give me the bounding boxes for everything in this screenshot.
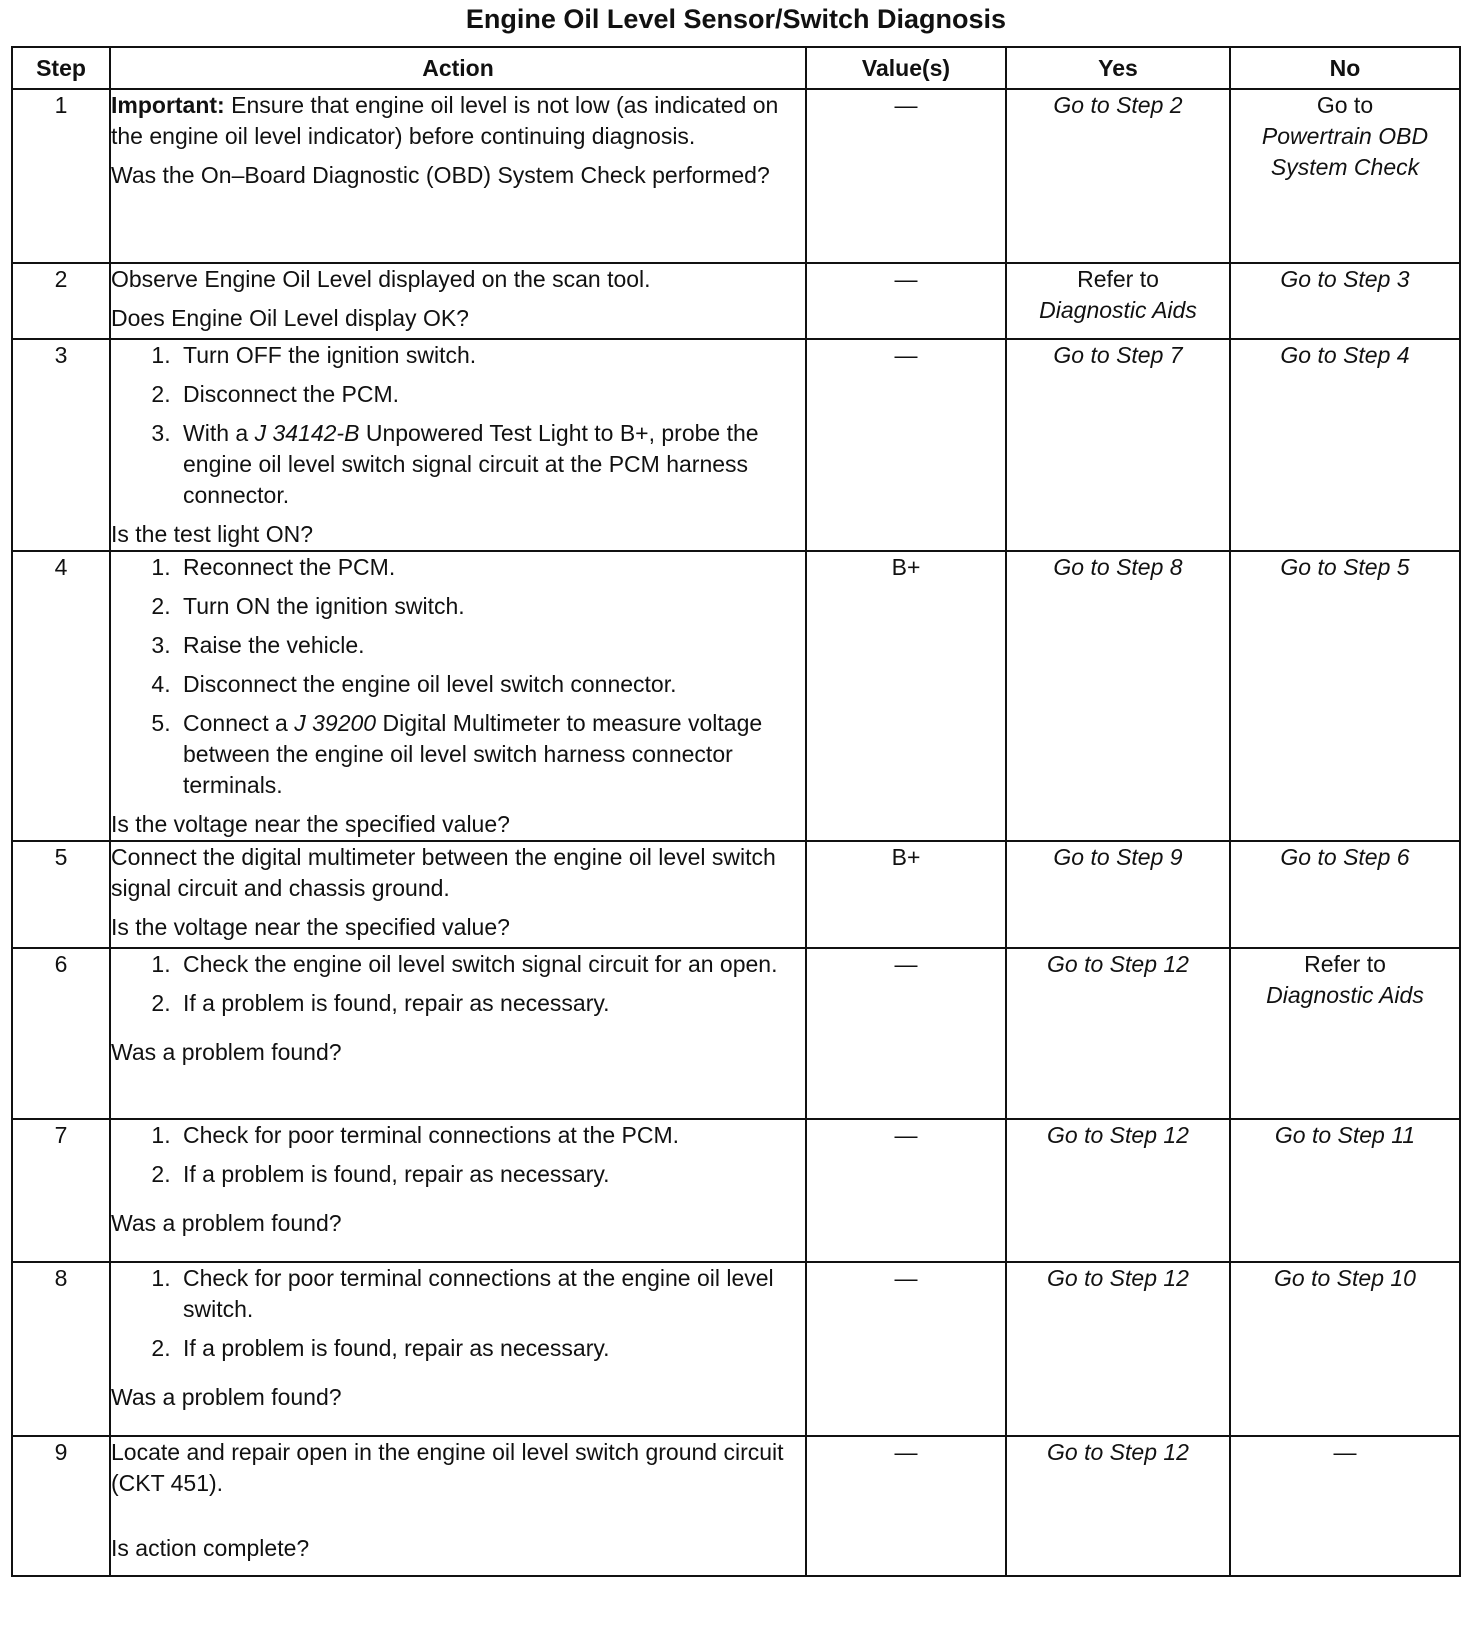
yes-cell: Go to Step 12 [1006,1436,1230,1576]
step-question: Was a problem found? [111,1039,342,1065]
table-row [12,551,1460,841]
value-cell: — [806,263,1006,339]
no-cell: Go to Step 11 [1230,1119,1460,1262]
step-number: 1 [12,89,110,263]
list-item: 1. Check for poor terminal connections at the PCM. [177,1120,805,1151]
table-row [12,1119,1460,1262]
action-text: Connect the digital multimeter between the engine oil level switch signal circuit and chassis ground. [111,844,776,901]
diagnosis-table [11,46,1461,1577]
step-number: 7 [12,1119,110,1262]
no-target: Diagnostic Aids [1266,982,1424,1008]
no-target: Powertrain OBD System Check [1261,123,1429,180]
no-cell [1230,948,1460,1119]
yes-cell: Go to Step 8 [1006,551,1230,841]
value-cell: B+ [806,841,1006,948]
important-label: Important: [111,92,225,118]
value-cell: — [806,1119,1006,1262]
important-text: Ensure that engine oil level is not low (as indicated on the engine oil level indicator) before continuing diagnosis. [111,92,779,149]
step-number: 3 [12,339,110,551]
step-question: Is the voltage near the specified value? [111,811,510,837]
no-cell: Go to Step 10 [1230,1262,1460,1436]
yes-prefix: Refer to [1077,266,1159,292]
value-cell: — [806,1262,1006,1436]
header-values: Value(s) [806,47,1006,89]
action-cell [110,1119,806,1262]
action-cell [110,89,806,263]
table-row [12,841,1460,948]
no-prefix: Go to [1316,92,1374,118]
no-cell: — [1230,1436,1460,1576]
list-item: 1. Check the engine oil level switch signal circuit for an open. [177,949,805,980]
step-number: 6 [12,948,110,1119]
action-cell [110,263,806,339]
step-number: 8 [12,1262,110,1436]
header-no: No [1230,47,1460,89]
value-cell: — [806,948,1006,1119]
list-item: 2. Turn ON the ignition switch. [177,591,805,622]
list-item: 2. If a problem is found, repair as necessary. [177,1333,805,1364]
step-question: Is the voltage near the specified value? [111,914,510,940]
table-row [12,948,1460,1119]
step-number: 9 [12,1436,110,1576]
yes-target: Diagnostic Aids [1039,297,1197,323]
no-cell [1230,89,1460,263]
value-cell: — [806,339,1006,551]
no-cell: Go to Step 4 [1230,339,1460,551]
step-number: 5 [12,841,110,948]
list-item: 3. With a J 34142-B Unpowered Test Light to B+, probe the engine oil level switch signal circuit at the PCM harness connector. [177,418,805,511]
step-number: 2 [12,263,110,339]
page-title: Engine Oil Level Sensor/Switch Diagnosis [465,4,1007,34]
yes-cell [1006,263,1230,339]
step-question: Does Engine Oil Level display OK? [111,305,469,331]
header-step: Step [12,47,110,89]
header-yes: Yes [1006,47,1230,89]
step-question: Was a problem found? [111,1384,342,1410]
step-number: 4 [12,551,110,841]
tool-number: J 39200 [294,710,377,736]
table-row [12,1262,1460,1436]
action-cell [110,551,806,841]
value-cell: B+ [806,551,1006,841]
list-item: 2. If a problem is found, repair as necessary. [177,1159,805,1190]
yes-cell: Go to Step 2 [1006,89,1230,263]
yes-cell: Go to Step 12 [1006,1262,1230,1436]
yes-cell: Go to Step 12 [1006,948,1230,1119]
yes-cell: Go to Step 7 [1006,339,1230,551]
list-item: 4. Disconnect the engine oil level switch connector. [177,669,805,700]
yes-cell: Go to Step 12 [1006,1119,1230,1262]
action-cell [110,1436,806,1576]
list-item: 2. If a problem is found, repair as necessary. [177,988,805,1019]
list-item: 5. Connect a J 39200 Digital Multimeter to measure voltage between the engine oil level switch harness connector terminals. [177,708,805,801]
step-question: Was a problem found? [111,1210,342,1236]
table-row [12,89,1460,263]
action-cell [110,948,806,1119]
no-cell: Go to Step 5 [1230,551,1460,841]
list-item: 1. Reconnect the PCM. [177,552,805,583]
action-cell [110,841,806,948]
action-text: Observe Engine Oil Level displayed on the scan tool. [111,266,651,292]
tool-number: J 34142-B [254,420,360,446]
action-steps [111,552,805,801]
action-cell [110,339,806,551]
yes-cell: Go to Step 9 [1006,841,1230,948]
table-row [12,339,1460,551]
list-item: 2. Disconnect the PCM. [177,379,805,410]
action-cell [110,1262,806,1436]
no-prefix: Refer to [1304,951,1386,977]
action-steps [111,1263,805,1364]
list-item: 3. Raise the vehicle. [177,630,805,661]
value-cell: — [806,89,1006,263]
action-steps [111,949,805,1019]
header-row [12,47,1460,89]
step-question: Was the On–Board Diagnostic (OBD) System Check performed? [111,162,770,188]
action-text: Locate and repair open in the engine oil level switch ground circuit (CKT 451). [111,1439,784,1496]
action-steps [111,340,805,511]
no-cell: Go to Step 6 [1230,841,1460,948]
list-item: 1. Turn OFF the ignition switch. [177,340,805,371]
header-action: Action [110,47,806,89]
step-question: Is action complete? [111,1535,310,1561]
step-question: Is the test light ON? [111,521,313,547]
table-row [12,1436,1460,1576]
no-cell: Go to Step 3 [1230,263,1460,339]
table-row [12,263,1460,339]
action-steps [111,1120,805,1190]
value-cell: — [806,1436,1006,1576]
list-item: 1. Check for poor terminal connections at the engine oil level switch. [177,1263,805,1325]
